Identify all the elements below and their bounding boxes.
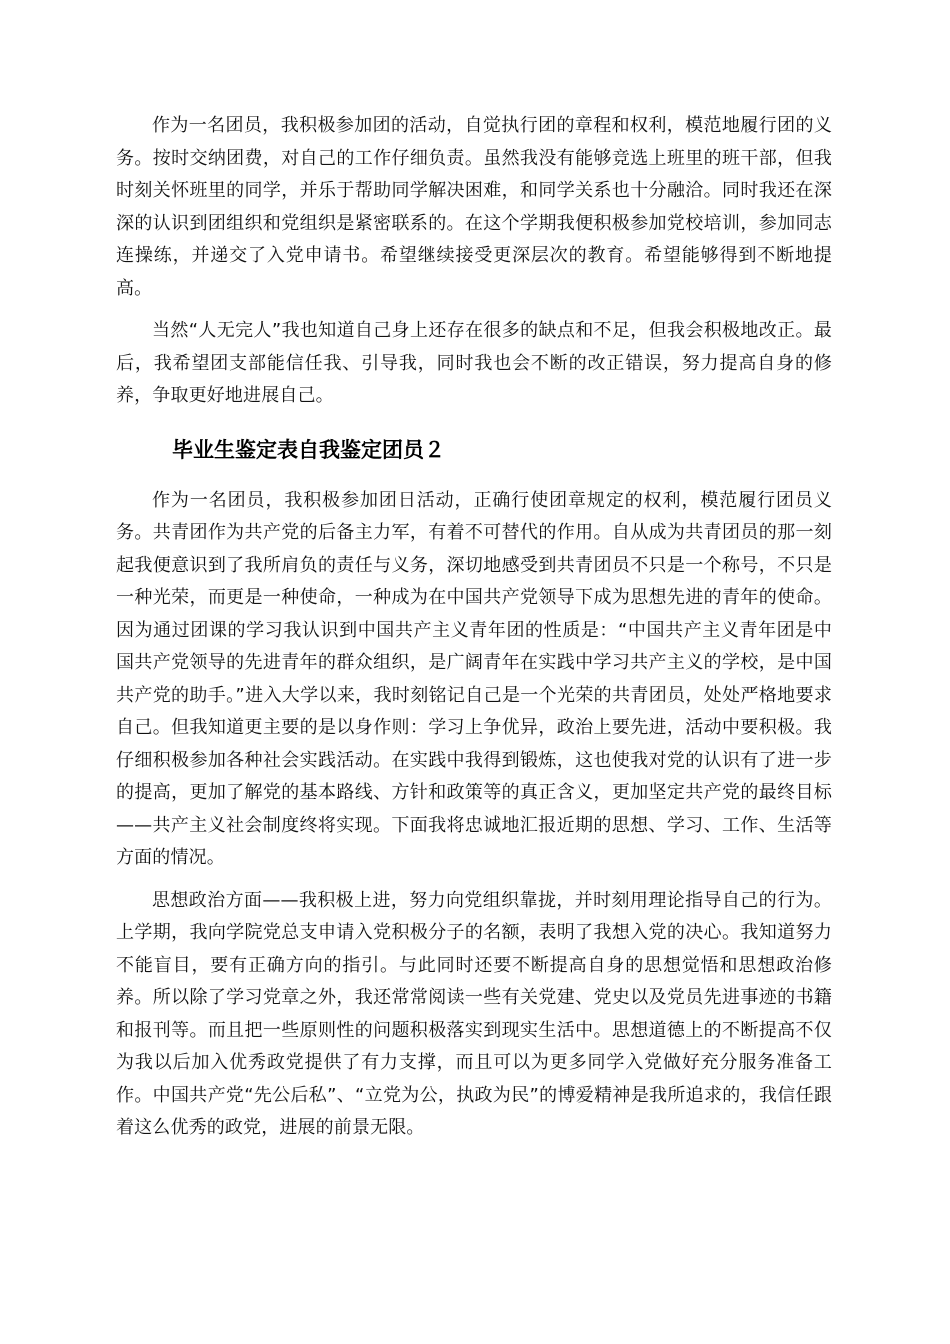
paragraph-4: 思想政治方面——我积极上进，努力向党组织靠拢，并时刻用理论指导自己的行为。上学期，我向学院党总支申请入党积极分子的名额，表明了我想入党的决心。我知道努力不能盲目，要有正确方向的指引。与此同时还要不断提高自身的思想觉悟和思想政治修养。所以除了学习党章之外，我还常常阅读一些有关党建、党史以及党员先进事迹的书籍和报刊等。而且把一些原则性的问题积极落实到现实生活中。思想道德上的不断提高不仅为我以后加入优秀政党提供了有力支撑，而且可以为更多同学入党做好充分服务准备工作。中国共产党“先公后私”、“立党为公，执政为民”的博爱精神是我所追求的，我信任跟着这么优秀的政党，进展的前景无限。 bbox=[116, 889, 832, 1138]
section-heading: 毕业生鉴定表自我鉴定团员２ bbox=[172, 437, 445, 462]
paragraph-2: 当然“人无完人”我也知道自己身上还存在很多的缺点和不足，但我会积极地改正。最后，我希望团支部能信任我、引导我，同时我也会不断的改正错误，努力提高自身的修养，争取更好地进展自己。 bbox=[116, 320, 832, 406]
paragraph-1: 作为一名团员，我积极参加团的活动，自觉执行团的章程和权利，模范地履行团的义务。按时交纳团费，对自己的工作仔细负责。虽然我没有能够竞选上班里的班干部，但我时刻关怀班里的同学，并乐于帮助同学解决困难，和同学关系也十分融洽。同时我还在深深的认识到团组织和党组织是紧密联系的。在这个学期我便积极参加党校培训，参加同志连操练，并递交了入党申请书。希望继续接受更深层次的教育。希望能够得到不断地提高。 bbox=[116, 115, 832, 299]
paragraph-3: 作为一名团员，我积极参加团日活动，正确行使团章规定的权利，模范履行团员义务。共青团作为共产党的后备主力军，有着不可替代的作用。自从成为共青团员的那一刻起我便意识到了我所肩负的责任与义务，深切地感受到共青团员不只是一个称号，不只是一种光荣，而更是一种使命，一种成为在中国共产党领导下成为思想先进的青年的使命。因为通过团课的学习我认识到中国共产主义青年团的性质是：“中国共产主义青年团是中国共产党领导的先进青年的群众组织，是广阔青年在实践中学习共产主义的学校，是中国共产党的助手。”进入大学以来，我时刻铭记自己是一个光荣的共青团员，处处严格地要求自己。但我知道更主要的是以身作则：学习上争优异，政治上要先进，活动中要积极。我仔细积极参加各种社会实践活动。在实践中我得到锻炼，这也使我对党的认识有了进一步的提高，更加了解党的基本路线、方针和政策等的真正含义，更加坚定共产党的最终目标——共产主义社会制度终将实现。下面我将忠诚地汇报近期的思想、学习、工作、生活等方面的情况。 bbox=[116, 489, 832, 868]
